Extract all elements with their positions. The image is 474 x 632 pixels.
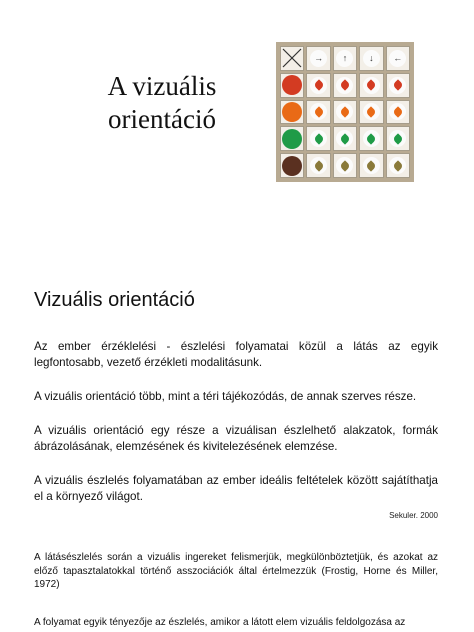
- board-cell: [359, 46, 383, 71]
- brown-circle-icon: [282, 156, 302, 176]
- board-cell: [359, 73, 383, 98]
- leaf-icon: [310, 77, 327, 94]
- paragraph-4: A vizuális észlelés folyamatában az ember ideális feltételek között sajátíthatja el a környező világot.: [34, 474, 438, 503]
- board-cell: [280, 100, 304, 125]
- leaf-icon: [336, 157, 353, 174]
- board-cell: [386, 100, 410, 125]
- leaf-icon: [310, 103, 327, 120]
- board-cell: [306, 153, 330, 178]
- section-heading: Vizuális orientáció: [34, 289, 195, 311]
- leaf-icon: [363, 130, 380, 147]
- leaf-icon: [336, 130, 353, 147]
- paragraph-6: A folyamat egyik tényezője az észlelés, amikor a látott elem vizuális feldolgozása az: [34, 617, 406, 628]
- leaf-icon: [363, 103, 380, 120]
- board-cell: [306, 100, 330, 125]
- orientation-board-grid: [280, 46, 410, 178]
- orange-circle-icon: [282, 102, 302, 122]
- arrow-right-icon: →: [310, 50, 327, 67]
- board-cell: [280, 153, 304, 178]
- board-cell: [280, 73, 304, 98]
- board-cell: [306, 73, 330, 98]
- cross-icon: [281, 47, 303, 69]
- arrow-down-icon: ↓: [363, 50, 380, 67]
- title-line-1: A vizuális: [107, 71, 217, 101]
- board-cell: [280, 126, 304, 151]
- leaf-icon: [363, 157, 380, 174]
- board-cell: [386, 46, 410, 71]
- leaf-icon: [310, 157, 327, 174]
- leaf-icon: [389, 157, 406, 174]
- leaf-icon: [310, 130, 327, 147]
- board-cell: [333, 73, 357, 98]
- board-cell: [333, 46, 357, 71]
- paragraph-2: A vizuális orientáció több, mint a téri tájékozódás, de annak szerves része.: [34, 390, 417, 403]
- board-cell: [333, 100, 357, 125]
- board-cell: [359, 100, 383, 125]
- board-cell: [333, 153, 357, 178]
- leaf-icon: [389, 103, 406, 120]
- slide-title: [0, 0, 474, 270]
- orientation-board-photo: [276, 42, 414, 182]
- board-cell: [386, 126, 410, 151]
- green-circle-icon: [282, 129, 302, 149]
- leaf-icon: [336, 77, 353, 94]
- paragraph-5: A látásészlelés során a vizuális ingereket felismerjük, megkülönböztetjük, és azokat az előző tapasztalatokkal történő asszociációk által értelmezzük (Frostig, Horne és Miller, 1972): [34, 552, 438, 590]
- arrow-left-icon: ←: [389, 50, 406, 67]
- red-circle-icon: [282, 75, 302, 95]
- slide-title-heading: [62, 70, 262, 136]
- leaf-icon: [389, 130, 406, 147]
- board-cell: [386, 153, 410, 178]
- leaf-icon: [336, 103, 353, 120]
- paragraph-1: Az ember érzéklelési - észlelési folyamatai közül a látás az egyik legfontosabb, vezető érzékleti modalitásunk.: [34, 340, 438, 369]
- board-cell: [359, 126, 383, 151]
- board-cell: [306, 126, 330, 151]
- title-line-2: orientáció: [108, 104, 216, 134]
- board-cell-x: [280, 46, 304, 71]
- board-cell: [306, 46, 330, 71]
- paragraph-3: A vizuális orientáció egy része a vizuálisan észlelhető alakzatok, formák ábrázolásának, elemzésének és kivitelezésének elemzése.: [34, 424, 438, 453]
- arrow-up-icon: ↑: [336, 50, 353, 67]
- citation: Sekuler. 2000: [389, 511, 438, 520]
- leaf-icon: [363, 77, 380, 94]
- board-cell: [386, 73, 410, 98]
- board-cell: [359, 153, 383, 178]
- board-cell: [333, 126, 357, 151]
- leaf-icon: [389, 77, 406, 94]
